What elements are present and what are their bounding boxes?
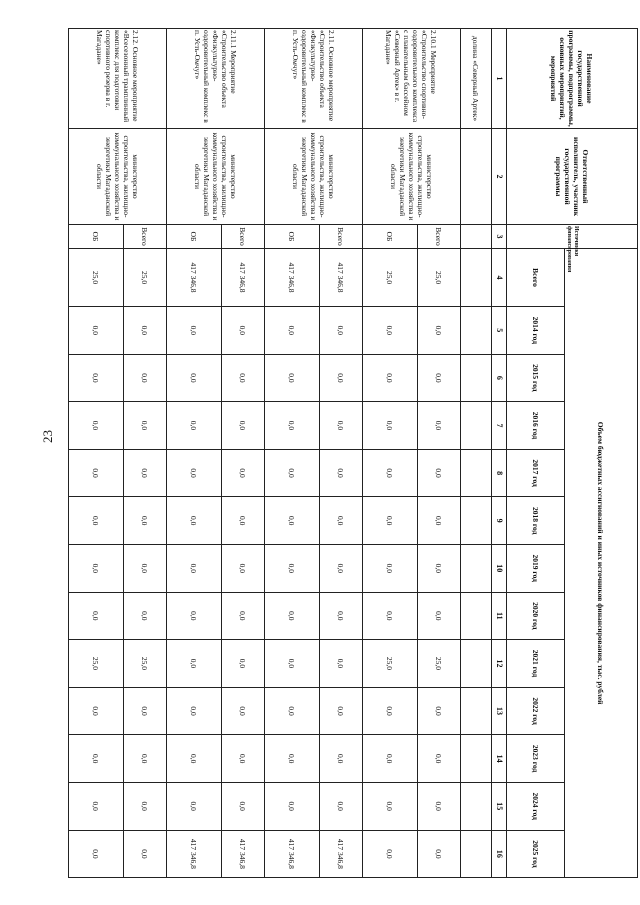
year-value: 0,0 <box>265 497 320 545</box>
year-value: 0,0 <box>363 449 418 497</box>
column-number: 3 <box>492 225 507 249</box>
year-value: 0,0 <box>124 497 167 545</box>
year-value: 0,0 <box>418 687 461 735</box>
funding-source: Всего <box>320 225 363 249</box>
year-value: 0,0 <box>69 544 124 592</box>
header-year: 2017 год <box>507 449 565 497</box>
year-value: 0,0 <box>418 307 461 355</box>
column-number: 2 <box>492 129 507 225</box>
total-value: 417 346,8 <box>167 249 222 307</box>
executor-name: министерство строительства, жилищно-коммунального хозяйства и энергетики Магаданской области <box>69 129 167 225</box>
year-value: 0,0 <box>265 592 320 640</box>
year-value: 25,0 <box>418 640 461 688</box>
total-value: 417 346,8 <box>320 249 363 307</box>
header-year: 2018 год <box>507 497 565 545</box>
year-value: 0,0 <box>124 830 167 878</box>
page-number: 23 <box>40 430 55 443</box>
year-value: 0,0 <box>222 307 265 355</box>
year-value: 0,0 <box>222 402 265 450</box>
year-value: 0,0 <box>363 735 418 783</box>
year-value: 0,0 <box>69 592 124 640</box>
funding-source: Всего <box>418 225 461 249</box>
year-value: 0,0 <box>418 592 461 640</box>
year-value: 0,0 <box>418 544 461 592</box>
year-value: 417 346,8 <box>320 830 363 878</box>
header-year: 2021 год <box>507 640 565 688</box>
year-value: 0,0 <box>418 449 461 497</box>
year-value: 0,0 <box>265 449 320 497</box>
column-number: 11 <box>492 592 507 640</box>
year-value: 417 346,8 <box>222 830 265 878</box>
year-value: 0,0 <box>363 354 418 402</box>
year-value: 0,0 <box>265 544 320 592</box>
year-value: 0,0 <box>167 402 222 450</box>
column-number: 9 <box>492 497 507 545</box>
year-value: 0,0 <box>167 497 222 545</box>
column-number: 7 <box>492 402 507 450</box>
year-value: 25,0 <box>124 640 167 688</box>
year-value: 0,0 <box>265 354 320 402</box>
year-value: 0,0 <box>222 497 265 545</box>
header-executor: Ответственный исполнитель, участник государственной программы <box>507 129 638 225</box>
year-value: 25,0 <box>69 640 124 688</box>
year-value: 0,0 <box>265 307 320 355</box>
year-value: 0,0 <box>222 687 265 735</box>
column-number: 1 <box>492 29 507 129</box>
column-number: 4 <box>492 249 507 307</box>
year-value: 0,0 <box>320 402 363 450</box>
year-value: 0,0 <box>124 735 167 783</box>
year-value: 0,0 <box>363 307 418 355</box>
header-year: 2015 год <box>507 354 565 402</box>
funding-source: Всего <box>124 225 167 249</box>
column-number: 6 <box>492 354 507 402</box>
year-value: 0,0 <box>418 402 461 450</box>
year-value: 0,0 <box>222 592 265 640</box>
year-value: 0,0 <box>124 449 167 497</box>
year-value: 0,0 <box>167 687 222 735</box>
header-year: 2014 год <box>507 307 565 355</box>
year-value: 0,0 <box>320 735 363 783</box>
year-value: 0,0 <box>363 544 418 592</box>
year-value: 0,0 <box>124 354 167 402</box>
year-value: 0,0 <box>418 782 461 830</box>
total-value: 25,0 <box>418 249 461 307</box>
year-value: 0,0 <box>320 449 363 497</box>
column-number: 8 <box>492 449 507 497</box>
header-year: 2024 год <box>507 782 565 830</box>
year-value: 0,0 <box>69 687 124 735</box>
year-value: 0,0 <box>69 782 124 830</box>
year-value: 0,0 <box>265 735 320 783</box>
year-value: 0,0 <box>69 307 124 355</box>
executor-name: министерство строительства, жилищно-коммунального хозяйства и энергетики Магаданской области <box>363 129 461 225</box>
year-value: 0,0 <box>69 354 124 402</box>
year-value: 0,0 <box>265 687 320 735</box>
year-value: 417 346,8 <box>265 830 320 878</box>
year-value: 0,0 <box>418 830 461 878</box>
continuation-text: долина «Северный Артек» <box>461 29 492 129</box>
year-value: 0,0 <box>124 592 167 640</box>
year-value: 0,0 <box>124 307 167 355</box>
year-value: 0,0 <box>124 687 167 735</box>
year-value: 0,0 <box>418 354 461 402</box>
year-value: 0,0 <box>320 782 363 830</box>
year-value: 417 346,8 <box>167 830 222 878</box>
header-total: Всего <box>507 249 565 307</box>
year-value: 0,0 <box>418 735 461 783</box>
year-value: 0,0 <box>167 544 222 592</box>
year-value: 0,0 <box>320 592 363 640</box>
year-value: 0,0 <box>265 402 320 450</box>
year-value: 0,0 <box>167 307 222 355</box>
year-value: 0,0 <box>320 307 363 355</box>
measure-name: 2.10.1 Мероприятие «Строительство спортивно-оздоровительного комплекса с плавательным бассейном «Северный Артек» в г. Магадане» <box>363 29 461 129</box>
column-number: 12 <box>492 640 507 688</box>
year-value: 0,0 <box>167 592 222 640</box>
year-value: 0,0 <box>222 735 265 783</box>
year-value: 0,0 <box>320 544 363 592</box>
header-source: Источники финансирования <box>507 225 638 249</box>
column-number: 15 <box>492 782 507 830</box>
year-value: 0,0 <box>124 544 167 592</box>
year-value: 0,0 <box>418 497 461 545</box>
column-number: 5 <box>492 307 507 355</box>
total-value: 417 346,8 <box>222 249 265 307</box>
year-value: 0,0 <box>69 735 124 783</box>
funding-source: ОБ <box>265 225 320 249</box>
header-year: 2022 год <box>507 687 565 735</box>
year-value: 0,0 <box>167 354 222 402</box>
year-value: 0,0 <box>69 830 124 878</box>
executor-name: министерство строительства, жилищно-коммунального хозяйства и энергетики Магаданской области <box>265 129 363 225</box>
header-year: 2025 год <box>507 830 565 878</box>
header-year: 2019 год <box>507 544 565 592</box>
column-number: 14 <box>492 735 507 783</box>
column-number: 10 <box>492 544 507 592</box>
year-value: 0,0 <box>222 354 265 402</box>
measure-name: 2.11. Основное мероприятие «Строительство объекта «Физкультурно-оздоровительный комплекс в п. Усть-Омчуг» <box>265 29 363 129</box>
year-value: 0,0 <box>320 354 363 402</box>
year-value: 0,0 <box>363 402 418 450</box>
total-value: 25,0 <box>124 249 167 307</box>
funding-source: Всего <box>222 225 265 249</box>
executor-name: министерство строительства, жилищно-коммунального хозяйства и энергетики Магаданской области <box>167 129 265 225</box>
year-value: 0,0 <box>69 449 124 497</box>
year-value: 0,0 <box>167 735 222 783</box>
year-value: 0,0 <box>363 782 418 830</box>
measure-name: 2.11.1 Мероприятие «Строительство объекта «Физкультурно-оздоровительный комплекс в п. Усть-Омчуг» <box>167 29 265 129</box>
header-year: 2020 год <box>507 592 565 640</box>
column-number: 16 <box>492 830 507 878</box>
column-number: 13 <box>492 687 507 735</box>
year-value: 0,0 <box>124 782 167 830</box>
year-value: 0,0 <box>167 782 222 830</box>
year-value: 0,0 <box>265 782 320 830</box>
funding-table <box>68 28 638 878</box>
year-value: 0,0 <box>222 640 265 688</box>
measure-name: 2.12. Основное мероприятие «Всесезонный трамплинный комплекс для подготовки спортивного резерва в г. Магадане» <box>69 29 167 129</box>
year-value: 0,0 <box>222 449 265 497</box>
table-row <box>222 29 265 878</box>
year-value: 0,0 <box>363 830 418 878</box>
rotated-table-sheet <box>91 28 638 878</box>
year-value: 0,0 <box>124 402 167 450</box>
funding-source: ОБ <box>363 225 418 249</box>
header-year: 2023 год <box>507 735 565 783</box>
year-value: 0,0 <box>167 449 222 497</box>
funding-source: ОБ <box>167 225 222 249</box>
year-value: 0,0 <box>363 592 418 640</box>
header-funding: Объем бюджетных ассигнований и иных источников финансирования, тыс. рублей <box>565 249 638 878</box>
year-value: 0,0 <box>265 640 320 688</box>
table-row <box>124 29 167 878</box>
year-value: 0,0 <box>222 544 265 592</box>
year-value: 0,0 <box>320 687 363 735</box>
year-value: 25,0 <box>363 640 418 688</box>
year-value: 0,0 <box>222 782 265 830</box>
year-value: 0,0 <box>69 497 124 545</box>
total-value: 417 346,8 <box>265 249 320 307</box>
total-value: 25,0 <box>69 249 124 307</box>
header-year: 2016 год <box>507 402 565 450</box>
year-value: 0,0 <box>167 640 222 688</box>
year-value: 0,0 <box>320 640 363 688</box>
year-value: 0,0 <box>363 497 418 545</box>
year-value: 0,0 <box>363 687 418 735</box>
header-name: Наименование государственной программы, подпрограммы, основных мероприятий, мероприятий <box>507 29 638 129</box>
table-row <box>418 29 461 878</box>
funding-source: ОБ <box>69 225 124 249</box>
total-value: 25,0 <box>363 249 418 307</box>
year-value: 0,0 <box>69 402 124 450</box>
year-value: 0,0 <box>320 497 363 545</box>
table-row <box>320 29 363 878</box>
